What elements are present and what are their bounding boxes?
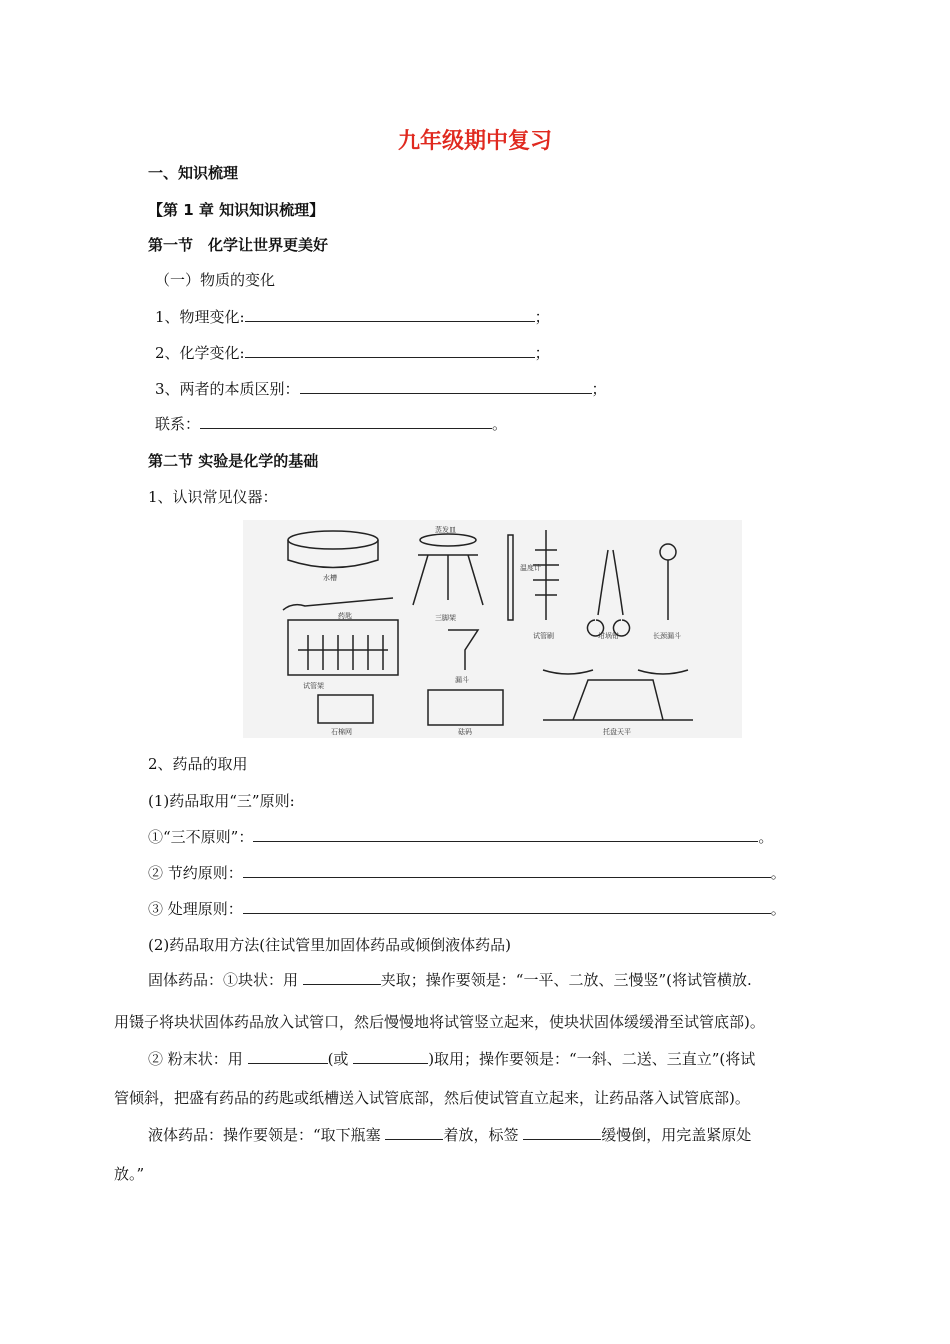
solid-text-b: 夹取；操作要领是：“一平、二放、三慢竖”(将试管横放. xyxy=(380,971,752,989)
rule2-label: ② 节约原则： xyxy=(148,864,243,882)
rule3-blank[interactable] xyxy=(243,899,771,914)
solid-blank[interactable] xyxy=(303,970,381,985)
rule3-label: ③ 处理原则： xyxy=(148,900,243,918)
heading-knowledge: 一、知识梳理 xyxy=(148,164,239,182)
liquid-text-c: 缓慢倒，用完盖紧原处 xyxy=(601,1126,752,1144)
liquid-blank2[interactable] xyxy=(523,1125,601,1140)
brush-icon xyxy=(533,530,559,620)
rule1-line xyxy=(148,827,773,847)
semicolon: ； xyxy=(534,344,550,362)
weights-icon xyxy=(428,690,503,725)
link-blank[interactable] xyxy=(200,414,492,429)
powder-blank2[interactable] xyxy=(353,1049,428,1064)
section1-title: 第一节 化学让世界更美好 xyxy=(148,236,329,254)
label-long-funnel: 长颈漏斗 xyxy=(653,632,681,640)
label-weights: 砝码 xyxy=(458,728,472,736)
spoon-icon xyxy=(283,598,393,610)
semicolon: ； xyxy=(591,380,607,398)
physical-change-line xyxy=(155,307,550,327)
label-spoon: 药匙 xyxy=(338,612,352,620)
liquid-line2: 放。” xyxy=(114,1165,145,1183)
label-funnel: 漏斗 xyxy=(455,676,469,684)
balance-icon xyxy=(543,670,693,720)
label-thermometer: 温度计 xyxy=(520,564,541,572)
powder-line1 xyxy=(148,1049,755,1069)
solid-text-a: 固体药品：①块状：用 xyxy=(148,971,299,989)
rule1-label: ①“三不原则”： xyxy=(148,828,254,846)
rule1-blank[interactable] xyxy=(253,827,758,842)
section1-sub: （一）物质的变化 xyxy=(155,271,276,289)
rule2-line xyxy=(148,863,786,883)
period: 。 xyxy=(770,900,786,918)
chemical-change-blank[interactable] xyxy=(245,343,535,358)
liquid-text-b: 着放，标签 xyxy=(443,1126,519,1144)
label-evap-dish: 蒸发皿 xyxy=(435,526,456,534)
powder-text-a: ② 粉末状：用 xyxy=(148,1050,243,1068)
physical-change-label: 1、物理变化: xyxy=(155,308,245,326)
powder-blank1[interactable] xyxy=(248,1049,328,1064)
period: 。 xyxy=(758,828,774,846)
link-line xyxy=(155,414,507,434)
section2-title: 第二节 实验是化学的基础 xyxy=(148,452,319,470)
methods-heading: (2)药品取用方法(往试管里加固体药品或倾倒液体药品) xyxy=(148,936,511,954)
chapter-heading: 【第 1 章 知识知识梳理】 xyxy=(148,201,325,219)
liquid-text-a: 液体药品：操作要领是：“取下瓶塞 xyxy=(148,1126,381,1144)
thermometer-icon xyxy=(508,535,513,620)
instruments-illustration xyxy=(243,520,742,738)
period: 。 xyxy=(492,415,508,433)
evaporating-dish-icon xyxy=(420,534,476,546)
difference-label: 3、两者的本质区别： xyxy=(155,380,300,398)
physical-change-blank[interactable] xyxy=(245,307,535,322)
test-tube-rack-icon xyxy=(288,620,398,675)
label-tripod: 三脚架 xyxy=(435,614,456,622)
tripod-icon xyxy=(413,555,483,605)
liquid-blank1[interactable] xyxy=(385,1125,443,1140)
label-balance: 托盘天平 xyxy=(603,728,631,736)
gauze-icon xyxy=(318,695,373,723)
solid-line1 xyxy=(148,970,752,990)
period: 。 xyxy=(770,864,786,882)
link-label: 联系： xyxy=(155,415,201,433)
instruments-figure xyxy=(243,520,742,738)
powder-text-b: (或 xyxy=(327,1050,349,1068)
rule3-line xyxy=(148,899,786,919)
label-brush: 试管刷 xyxy=(533,632,554,640)
semicolon: ； xyxy=(534,308,550,326)
label-rack: 试管架 xyxy=(303,682,324,690)
chemical-change-line xyxy=(155,343,550,363)
liquid-line1 xyxy=(148,1125,751,1145)
page-title: 九年级期中复习 xyxy=(397,129,552,154)
label-gauze: 石棉网 xyxy=(331,728,352,736)
chemical-change-label: 2、化学变化: xyxy=(155,344,245,362)
tongs-icon xyxy=(588,550,630,636)
rule2-blank[interactable] xyxy=(243,863,771,878)
powder-text-c: )取用；操作要领是：“一斜、二送、三直立”(将试 xyxy=(428,1050,756,1068)
funnel-icon xyxy=(448,630,478,670)
label-tongs: 坩埚钳 xyxy=(598,632,619,640)
difference-blank[interactable] xyxy=(300,379,592,394)
long-funnel-icon xyxy=(660,544,676,560)
section2-item1: 1、认识常见仪器： xyxy=(148,488,278,506)
principles-heading: (1)药品取用“三”原则: xyxy=(148,792,295,810)
powder-line2: 管倾斜，把盛有药品的药匙或纸槽送入试管底部，然后使试管直立起来，让药品落入试管底部)。 xyxy=(114,1089,750,1107)
water-trough-icon xyxy=(288,531,378,549)
label-water-trough: 水槽 xyxy=(323,574,337,582)
section3-title: 2、药品的取用 xyxy=(148,755,248,773)
solid-line2: 用镊子将块状固体药品放入试管口，然后慢慢地将试管竖立起来，使块状固体缓缓滑至试管底部)。 xyxy=(114,1013,765,1031)
difference-line xyxy=(155,379,607,399)
